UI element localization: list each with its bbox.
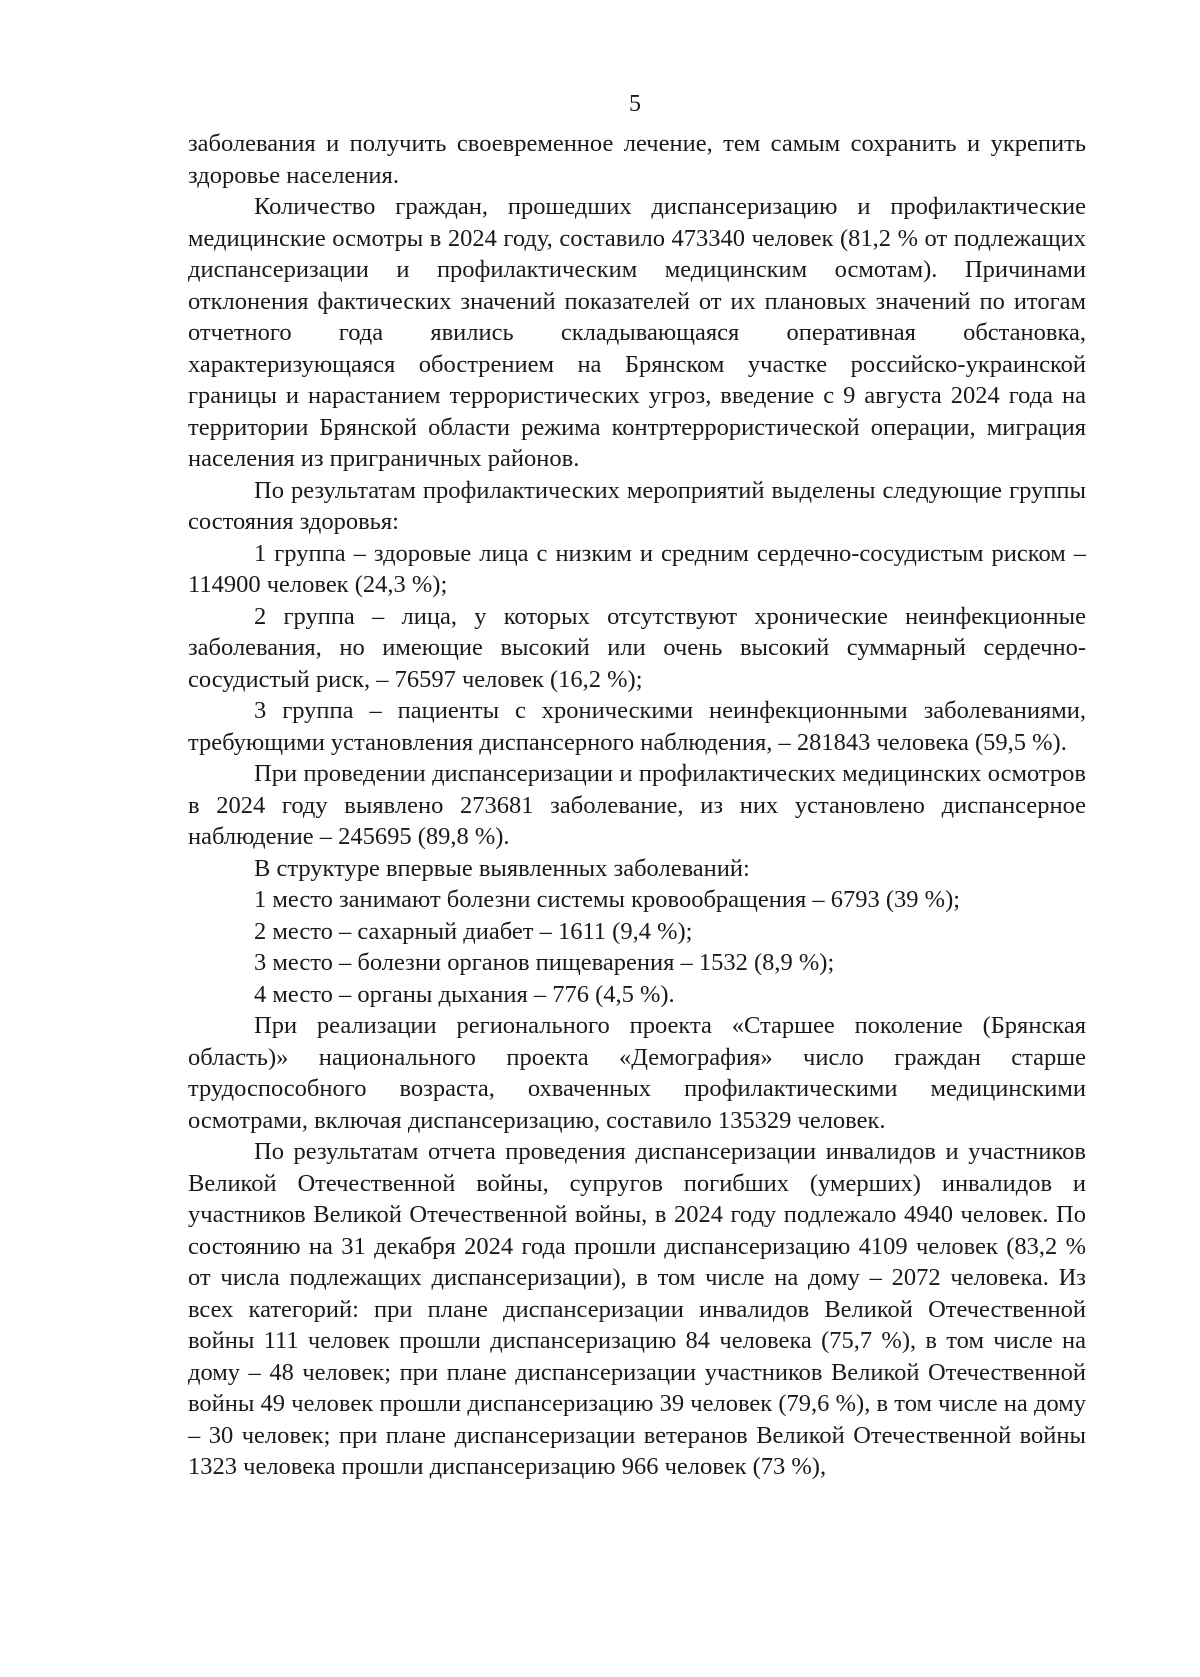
paragraph-group-2: 2 группа – лица, у которых отсутствуют хронические неинфекционные заболевания, но имеющие высокий или очень высокий суммарный сердечно-сосудистый риск, – 76597 человек (16,2 %); — [188, 602, 1086, 693]
paragraph-place-4: 4 место – органы дыхания – 776 (4,5 %). — [254, 980, 675, 1008]
paragraph-continuation: заболевания и получить своевременное лечение, тем самым сохранить и укрепить здоровье населения. — [188, 130, 1086, 189]
paragraph-health-groups-intro: По результатам профилактических мероприятий выделены следующие группы состояния здоровья: — [188, 476, 1086, 535]
paragraph-screening-total: Количество граждан, прошедших диспансеризацию и профилактические медицинские осмотры в 2024 году, составило 473340 человек (81,2 % от подлежащих диспансеризации и профилактическим медицинским осмотам). Причинами отклонения фактических значений показателей от их плановых значений по итогам отчетного года явились складывающаяся оперативная обстановка, характеризующаяся обострением на Брянском участке российско-украинской границы и нарастанием террористических угроз, введение с 9 августа 2024 года на территории Брянской области режима контртеррористической операции, миграция населения из приграничных районов. — [188, 193, 1086, 472]
page-number: 5 — [629, 91, 641, 117]
paragraph-structure-intro: В структуре впервые выявленных заболеваний: — [254, 854, 750, 882]
paragraph-place-1: 1 место занимают болезни системы кровообращения – 6793 (39 %); — [254, 886, 961, 913]
paragraph-group-1: 1 группа – здоровые лица с низким и средним сердечно-сосудистым риском – 114900 человек (24,3 %); — [188, 539, 1086, 598]
paragraph-detected-diseases: При проведении диспансеризации и профилактических медицинских осмотров в 2024 году выявлено 273681 заболевание, из них установлено диспансерное наблюдение – 245695 (89,8 %). — [188, 760, 1086, 850]
paragraph-group-3: 3 группа – пациенты с хроническими неинфекционными заболеваниями, требующими установления диспансерного наблюдения, – 281843 человека (59,5 %). — [188, 697, 1086, 756]
body-text — [188, 128, 1086, 1483]
paragraph-place-3: 3 место – болезни органов пищеварения – 1532 (8,9 %); — [254, 949, 835, 976]
paragraph-place-2: 2 место – сахарный диабет – 1611 (9,4 %); — [254, 917, 693, 945]
paragraph-older-generation: При реализации регионального проекта «Старшее поколение (Брянская область)» национального проекта «Демография» число граждан старше трудоспособного возраста, охваченных профилактическими медицинскими осмотрами, включая диспансеризацию, составило 135329 человек. — [188, 1012, 1086, 1134]
paragraph-war-veterans: По результатам отчета проведения диспансеризации инвалидов и участников Великой Отечественной войны, супругов погибших (умерших) инвалидов и участников Великой Отечественной войны, в 2024 году подлежало 4940 человек. По состоянию на 31 декабря 2024 года прошли диспансеризацию 4109 человек (83,2 % от числа подлежащих диспансеризации), в том числе на дому – 2072 человека. Из всех категорий: при плане диспансеризации инвалидов Великой Отечественной войны 111 человек прошли диспансеризацию 84 человека (75,7 %), в том числе на дому – 48 человек; при плане диспансеризации участников Великой Отечественной войны 49 человек прошли диспансеризацию 39 человек (79,6 %), в том числе на дому – 30 человек; при плане диспансеризации ветеранов Великой Отечественной войны 1323 человека прошли диспансеризацию 966 человек (73 %), — [188, 1138, 1086, 1480]
